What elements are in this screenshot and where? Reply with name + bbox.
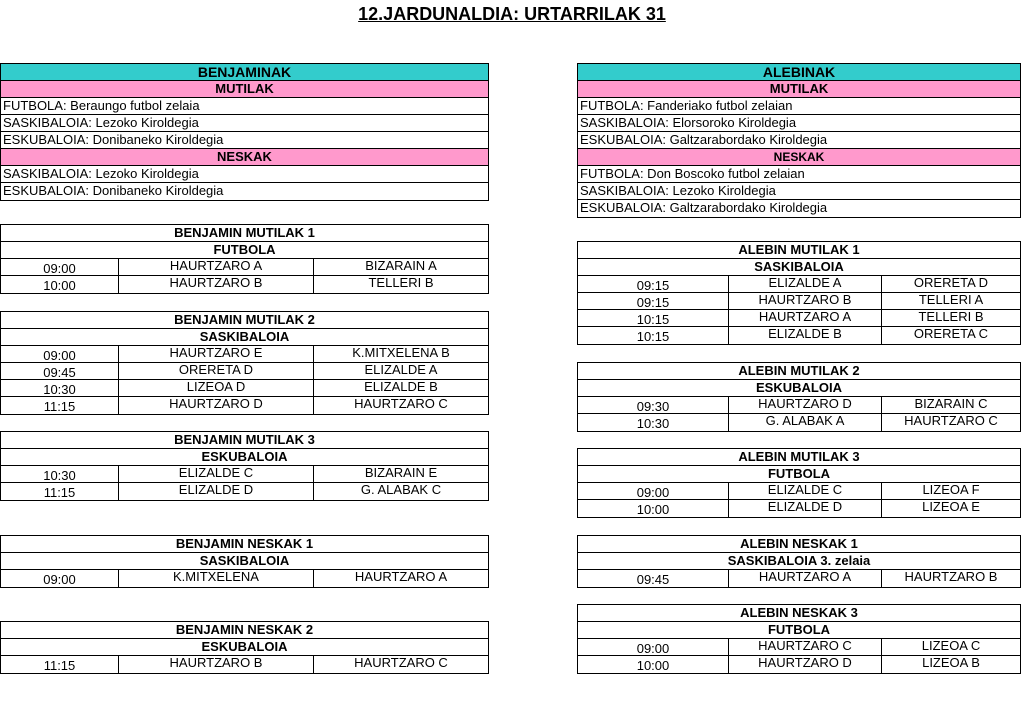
group-table [0, 621, 489, 674]
group-sport: SASKIBALOIA [1, 553, 488, 570]
match-time: 11:15 [1, 397, 119, 414]
match-home: HAURTZARO A [729, 570, 882, 587]
match-row [1, 363, 488, 380]
match-time: 10:30 [578, 414, 729, 431]
match-time: 09:00 [1, 259, 119, 275]
match-home: ELIZALDE C [119, 466, 314, 482]
match-away: LIZEOA F [922, 482, 980, 497]
benjaminak-info-table [0, 63, 489, 201]
match-home: ELIZALDE D [119, 483, 314, 500]
group-sport: FUTBOLA [1, 242, 488, 259]
match-time: 10:00 [1, 276, 119, 293]
match-away: ORERETA D [913, 275, 989, 290]
match-time: 10:15 [578, 310, 729, 326]
group-table [0, 431, 489, 501]
match-away: ELIZALDE B [364, 379, 438, 394]
match-home: HAURTZARO D [119, 397, 314, 414]
group-title: BENJAMIN MUTILAK 3 [1, 432, 488, 449]
match-home: HAURTZARO C [729, 639, 882, 655]
match-time: 10:15 [578, 327, 729, 344]
group-sport: SASKIBALOIA [1, 329, 488, 346]
match-time: 11:15 [1, 483, 119, 500]
match-home: HAURTZARO D [729, 656, 882, 673]
match-away: ORERETA C [913, 326, 989, 341]
group-title: BENJAMIN MUTILAK 2 [1, 312, 488, 329]
group-table [577, 604, 1021, 674]
match-time: 09:00 [1, 346, 119, 362]
match-row [578, 310, 1020, 327]
match-time: 09:15 [578, 293, 729, 309]
match-time: 09:30 [578, 397, 729, 413]
group-title: BENJAMIN NESKAK 2 [1, 622, 488, 639]
match-row [1, 346, 488, 363]
match-home: HAURTZARO B [119, 656, 314, 673]
group-title: ALEBIN MUTILAK 3 [578, 449, 1020, 466]
match-home: K.MITXELENA [119, 570, 314, 587]
match-row [578, 500, 1020, 517]
match-away: TELLERI B [368, 275, 434, 290]
match-home: G. ALABAK A [729, 414, 882, 431]
group-sport: FUTBOLA [578, 466, 1020, 483]
match-row [1, 397, 488, 414]
match-away: HAURTZARO C [354, 396, 448, 411]
group-sport: ESKUBALOIA [578, 380, 1020, 397]
match-row [1, 259, 488, 276]
match-home: HAURTZARO B [729, 293, 882, 309]
match-row [1, 276, 488, 293]
match-row [578, 327, 1020, 344]
match-away: HAURTZARO C [904, 413, 998, 428]
group-sport: SASKIBALOIA [578, 259, 1020, 276]
group-table [577, 448, 1021, 518]
group-table [0, 224, 489, 294]
match-row [578, 276, 1020, 293]
match-row [1, 466, 488, 483]
match-row [578, 570, 1020, 587]
match-away: BIZARAIN C [914, 396, 988, 411]
group-sport: SASKIBALOIA 3. zelaia [578, 553, 1020, 570]
match-away: LIZEOA E [922, 499, 980, 514]
group-table [577, 535, 1021, 588]
alebinak-boys-header: MUTILAK [578, 81, 1020, 98]
benjaminak-boys-venue: SASKIBALOIA: Lezoko Kiroldegia [1, 115, 488, 132]
match-home: ELIZALDE D [729, 500, 882, 517]
benjaminak-header: BENJAMINAK [1, 64, 488, 81]
group-title: ALEBIN MUTILAK 1 [578, 242, 1020, 259]
match-time: 09:00 [578, 483, 729, 499]
alebinak-info-table [577, 63, 1021, 218]
benjaminak-girls-header: NESKAK [1, 149, 488, 166]
match-away: TELLERI B [918, 309, 984, 324]
match-away: ELIZALDE A [364, 362, 438, 377]
match-time: 09:00 [1, 570, 119, 587]
match-row [578, 397, 1020, 414]
alebinak-girls-venue: FUTBOLA: Don Boscoko futbol zelaian [578, 166, 1020, 183]
match-home: HAURTZARO A [729, 310, 882, 326]
alebinak-boys-venue: FUTBOLA: Fanderiako futbol zelaian [578, 98, 1020, 115]
match-row [1, 656, 488, 673]
alebinak-girls-header: NESKAK [578, 149, 1020, 166]
group-title: ALEBIN NESKAK 1 [578, 536, 1020, 553]
match-home: HAURTZARO B [119, 276, 314, 293]
match-home: HAURTZARO D [729, 397, 882, 413]
match-home: ELIZALDE A [729, 276, 882, 292]
group-sport: ESKUBALOIA [1, 639, 488, 656]
match-row [578, 483, 1020, 500]
match-time: 10:00 [578, 656, 729, 673]
match-away: BIZARAIN E [364, 465, 438, 480]
match-time: 09:45 [1, 363, 119, 379]
match-away: TELLERI A [918, 292, 984, 307]
match-away: HAURTZARO A [354, 569, 448, 584]
alebinak-girls-venue: SASKIBALOIA: Lezoko Kiroldegia [578, 183, 1020, 200]
group-sport: ESKUBALOIA [1, 449, 488, 466]
match-away: HAURTZARO B [904, 569, 998, 584]
match-home: ORERETA D [119, 363, 314, 379]
group-title: ALEBIN MUTILAK 2 [578, 363, 1020, 380]
match-away: LIZEOA B [922, 655, 980, 670]
group-sport: FUTBOLA [578, 622, 1020, 639]
match-away: LIZEOA C [921, 638, 981, 653]
match-time: 10:00 [578, 500, 729, 517]
benjaminak-boys-venue: ESKUBALOIA: Donibaneko Kiroldegia [1, 132, 488, 149]
match-away: K.MITXELENA B [352, 345, 450, 360]
match-row [1, 570, 488, 587]
match-time: 10:30 [1, 466, 119, 482]
match-row [578, 656, 1020, 673]
benjaminak-boys-venue: FUTBOLA: Beraungo futbol zelaia [1, 98, 488, 115]
group-title: ALEBIN NESKAK 3 [578, 605, 1020, 622]
alebinak-boys-venue: SASKIBALOIA: Elorsoroko Kiroldegia [578, 115, 1020, 132]
match-home: HAURTZARO A [119, 259, 314, 275]
alebinak-header: ALEBINAK [578, 64, 1020, 81]
group-table [577, 362, 1021, 432]
match-row [578, 639, 1020, 656]
match-row [578, 293, 1020, 310]
match-row [1, 483, 488, 500]
match-away: BIZARAIN A [365, 258, 437, 273]
match-time: 09:45 [578, 570, 729, 587]
match-row [1, 380, 488, 397]
group-title: BENJAMIN MUTILAK 1 [1, 225, 488, 242]
group-table [577, 241, 1021, 345]
benjaminak-boys-header: MUTILAK [1, 81, 488, 98]
benjaminak-girls-venue: SASKIBALOIA: Lezoko Kiroldegia [1, 166, 488, 183]
benjaminak-girls-venue: ESKUBALOIA: Donibaneko Kiroldegia [3, 183, 224, 198]
match-home: HAURTZARO E [119, 346, 314, 362]
group-title: BENJAMIN NESKAK 1 [1, 536, 488, 553]
match-time: 09:15 [578, 276, 729, 292]
page-title: 12.JARDUNALDIA: URTARRILAK 31 [358, 4, 666, 24]
group-table [0, 311, 489, 415]
match-home: LIZEOA D [119, 380, 314, 396]
match-away: G. ALABAK C [360, 482, 442, 497]
group-table [0, 535, 489, 588]
alebinak-girls-venue: ESKUBALOIA: Galtzarabordako Kiroldegia [580, 200, 828, 215]
match-away: HAURTZARO C [354, 655, 448, 670]
match-time: 11:15 [1, 656, 119, 673]
match-row [578, 414, 1020, 431]
match-home: ELIZALDE C [729, 483, 882, 499]
match-time: 09:00 [578, 639, 729, 655]
match-time: 10:30 [1, 380, 119, 396]
match-home: ELIZALDE B [729, 327, 882, 344]
alebinak-boys-venue: ESKUBALOIA: Galtzarabordako Kiroldegia [578, 132, 1020, 149]
